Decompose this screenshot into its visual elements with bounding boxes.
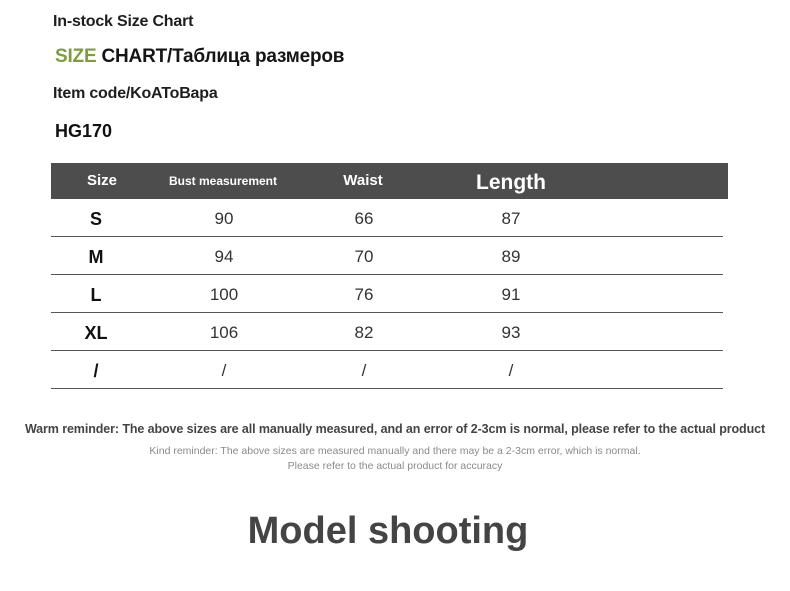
size-word: SIZE bbox=[55, 46, 97, 67]
cell-bust: 100 bbox=[209, 285, 239, 304]
size-chart-rest: CHART/Таблица размеров bbox=[96, 46, 345, 67]
size-table bbox=[51, 163, 728, 389]
cell-size: L bbox=[90, 285, 102, 305]
cell-length: 89 bbox=[501, 247, 521, 266]
cell-bust: 106 bbox=[209, 323, 239, 342]
in-stock-title: In-stock Size Chart bbox=[53, 13, 194, 30]
cell-waist: 76 bbox=[354, 285, 374, 304]
table-row bbox=[51, 237, 723, 275]
cell-bust: 90 bbox=[214, 209, 234, 228]
table-row bbox=[51, 351, 723, 389]
column-header-bust: Bust measurement bbox=[168, 174, 278, 188]
table-row bbox=[51, 313, 723, 351]
cell-length: 87 bbox=[501, 209, 521, 228]
model-shooting-heading: Model shooting bbox=[247, 510, 529, 552]
cell-bust: 94 bbox=[214, 247, 234, 266]
kind-reminder-text bbox=[0, 444, 790, 474]
cell-size: S bbox=[89, 209, 103, 229]
cell-waist: 70 bbox=[354, 247, 374, 266]
cell-bust: / bbox=[221, 361, 227, 380]
cell-waist: 66 bbox=[354, 209, 374, 228]
cell-length: 93 bbox=[501, 323, 521, 342]
cell-waist: / bbox=[361, 361, 367, 380]
column-header-waist: Waist bbox=[343, 172, 383, 189]
cell-size: M bbox=[88, 247, 104, 267]
column-header-length: Length bbox=[476, 171, 546, 194]
cell-size: / bbox=[93, 361, 99, 381]
item-code-label: Item code/KoAToBapa bbox=[53, 85, 218, 102]
table-header bbox=[51, 163, 728, 199]
column-header-size: Size bbox=[86, 172, 118, 189]
warm-reminder-text: Warm reminder: The above sizes are all manually measured, and an error of 2-3cm is normal, please refer to the actual product bbox=[24, 422, 766, 436]
table-row bbox=[51, 199, 723, 237]
cell-length: / bbox=[508, 361, 514, 380]
kind-reminder-line: Kind reminder: The above sizes are measured manually and there may be a 2-3cm error, which is normal. bbox=[149, 445, 641, 457]
size-chart-heading bbox=[55, 46, 344, 68]
item-code-value: HG170 bbox=[55, 121, 113, 141]
cell-waist: 82 bbox=[354, 323, 374, 342]
cell-size: XL bbox=[84, 323, 108, 343]
cell-length: 91 bbox=[501, 285, 521, 304]
kind-reminder-line: Please refer to the actual product for accuracy bbox=[287, 460, 503, 472]
table-row bbox=[51, 275, 723, 313]
